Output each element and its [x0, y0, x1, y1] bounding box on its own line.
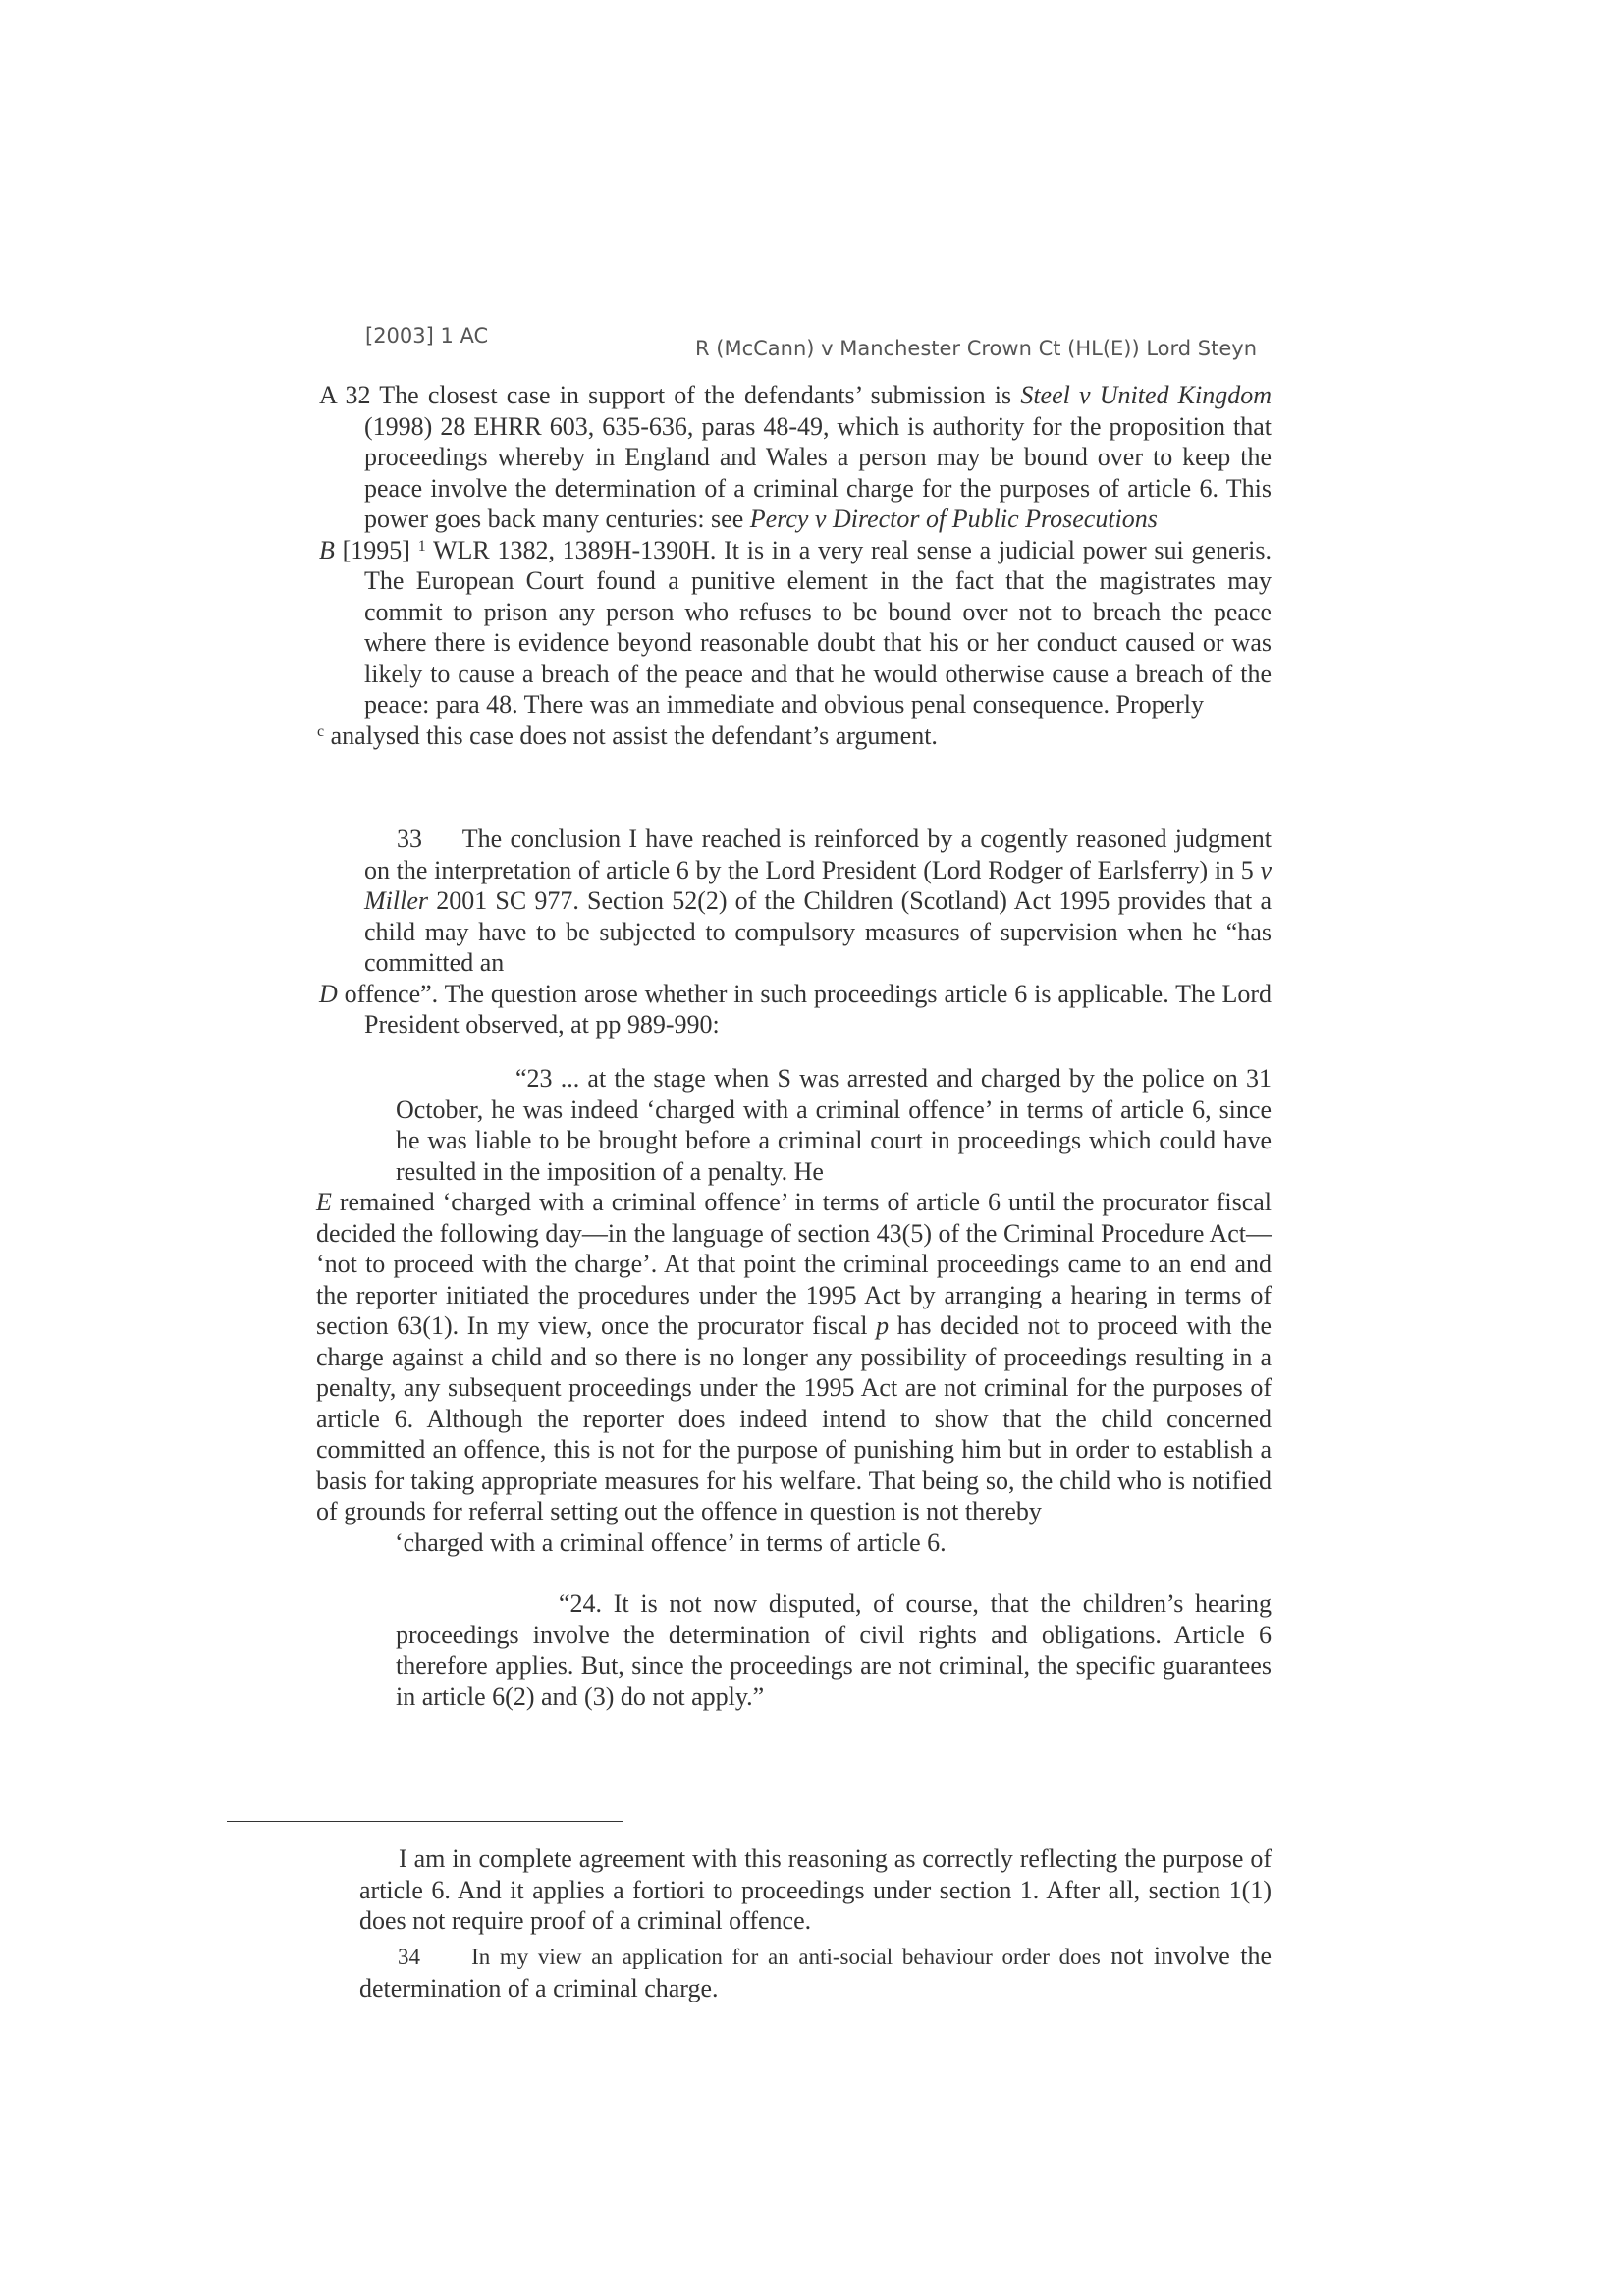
- paragraph-33: [319, 824, 1272, 1041]
- margin-letter-b: B: [319, 535, 335, 564]
- paragraph-32-text-1: The closest case in support of the defendants’ submission is: [379, 381, 1012, 409]
- quote-24-text: “24. It is not now disputed, of course, that the children’s hearing proceedings involve the determination of civil rights and obligations. Article 6 therefore applies. But, since the proceedings are not criminal, the specific guarantees in article 6(2) and (3) do not apply.”: [396, 1589, 1272, 1711]
- paragraph-32-text-3b: WLR 1382, 1389H-1390H. It is in a very real sense a judicial power sui generis. The European Court found a punitive element in the fact that the magistrates may commit to prison any person who refuses to be bound over not to breach the peace where there is evidence beyond reasonable doubt that his or her conduct caused or was likely to cause a breach of the peace and that he would otherwise cause a breach of the peace: para 48. There was an immediate and obvious penal consequence. Properly: [364, 535, 1272, 719]
- paragraph-33-part-b: [319, 979, 1272, 1041]
- quote-23-text-3: has decided not to proceed with the charge against a child and so there is no longer any possibility of proceedings resulting in a penalty, any subsequent proceedings under the 1995 Act are not criminal for the purposes of article 6. Although the reporter does indeed intend to show that the child concerned committed an offence, this is not for the purpose of punishing him but in order to establish a basis for taking appropriate measures for his welfare. That being so, the child who is notified of grounds for referral setting out the offence in question is not thereby: [316, 1311, 1272, 1525]
- paragraph-33-text-2: 2001 SC 977. Section 52(2) of the Children (Scotland) Act 1995 provides that a child may have to be subjected to compulsory measures of supervision when he “has committed an: [364, 886, 1272, 977]
- paragraph-34-rest-text: not involve the determination of a criminal charge.: [359, 1942, 1272, 2002]
- running-header-title: R (McCann) v Manchester Crown Ct (HL(E)) Lord Steyn: [695, 337, 1258, 360]
- paragraph-32-part-c: [317, 721, 1272, 752]
- paragraph-32-text-2: (1998) 28 EHRR 603, 635-636, paras 48-49, which is authority for the proposition that proceedings whereby in England and Wales a person may be bound over to keep the peace involve the determination of a criminal charge for the purposes of article 6. This power goes back many centuries: see: [364, 411, 1272, 533]
- quote-paragraph-23: [396, 1063, 1272, 1187]
- paragraph-32-part-b: [319, 535, 1272, 721]
- margin-letter-d: D: [319, 979, 338, 1008]
- quote-23-part-c: ‘charged with a criminal offence’ in terms of article 6.: [395, 1527, 947, 1557]
- case-name-steel: Steel v United Kingdom: [1020, 381, 1272, 409]
- paragraph-number-32: 32: [345, 381, 371, 409]
- paragraph-32-text-3a: [1995]: [342, 535, 410, 564]
- paragraph-34-small-text: In my view an application for an anti-social behaviour order does: [471, 1945, 1101, 1969]
- paragraph-34-text: [359, 1941, 1272, 2003]
- superscript-volume: 1: [417, 537, 426, 555]
- case-name-miller: v Miller: [364, 855, 1272, 915]
- paragraph-32-text-4: analysed this case does not assist the defendant’s argument.: [330, 721, 938, 750]
- paragraph-33-text-1: The conclusion I have reached is reinforced by a cogently reasoned judgment on the interpretation of article 6 by the Lord President (Lord Rodger of Earlsferry) in 5: [364, 825, 1272, 884]
- quote-paragraph-24: [396, 1588, 1272, 1712]
- concluding-paragraph: [359, 1843, 1272, 1937]
- margin-letter-e: E: [316, 1188, 332, 1216]
- running-header-citation: [2003] 1 AC: [365, 324, 489, 347]
- paragraph-32: [319, 380, 1272, 751]
- margin-letter-a: A: [319, 381, 337, 409]
- quote-23-part-a: “23 ... at the stage when S was arrested and charged by the police on 31 October, he was indeed ‘charged with a criminal offence’ in terms of article 6, since he was liable to be brought before a criminal court in proceedings which could have resulted in the imposition of a penalty. He: [396, 1064, 1272, 1186]
- paragraph-34: [359, 1941, 1272, 2003]
- paragraph-33-part-a: [319, 824, 1272, 979]
- quote-paragraph-23-continued: [316, 1187, 1272, 1558]
- paragraph-number-33: 33: [397, 825, 422, 853]
- concluding-text: I am in complete agreement with this reasoning as correctly reflecting the purpose of article 6. And it applies a fortiori to proceedings under section 1. After all, section 1(1) does not require proof of a criminal offence.: [359, 1844, 1272, 1935]
- margin-letter-c: c: [317, 722, 325, 740]
- paragraph-32-part-a: [319, 380, 1272, 535]
- section-divider-rule: [227, 1821, 623, 1822]
- paragraph-number-34: 34: [398, 1945, 420, 1969]
- margin-letter-p: p: [876, 1311, 890, 1340]
- paragraph-33-text-3: offence”. The question arose whether in such proceedings article 6 is applicable. The Lord President observed, at pp 989-990:: [344, 979, 1272, 1039]
- case-name-percy: Percy v Director of Public Prosecutions: [749, 505, 1158, 533]
- quote-23-text-2: remained ‘charged with a criminal offence’ in terms of article 6 until the procurator fiscal decided the following day—in the language of section 43(5) of the Criminal Procedure Act— ‘not to proceed with the charge’. At that point the criminal proceedings came to an end and the reporter initiated the procedures under the 1995 Act by arranging a hearing in terms of section 63(1). In my view, once the procurator fiscal: [316, 1188, 1272, 1340]
- quote-23-part-b: [316, 1187, 1272, 1527]
